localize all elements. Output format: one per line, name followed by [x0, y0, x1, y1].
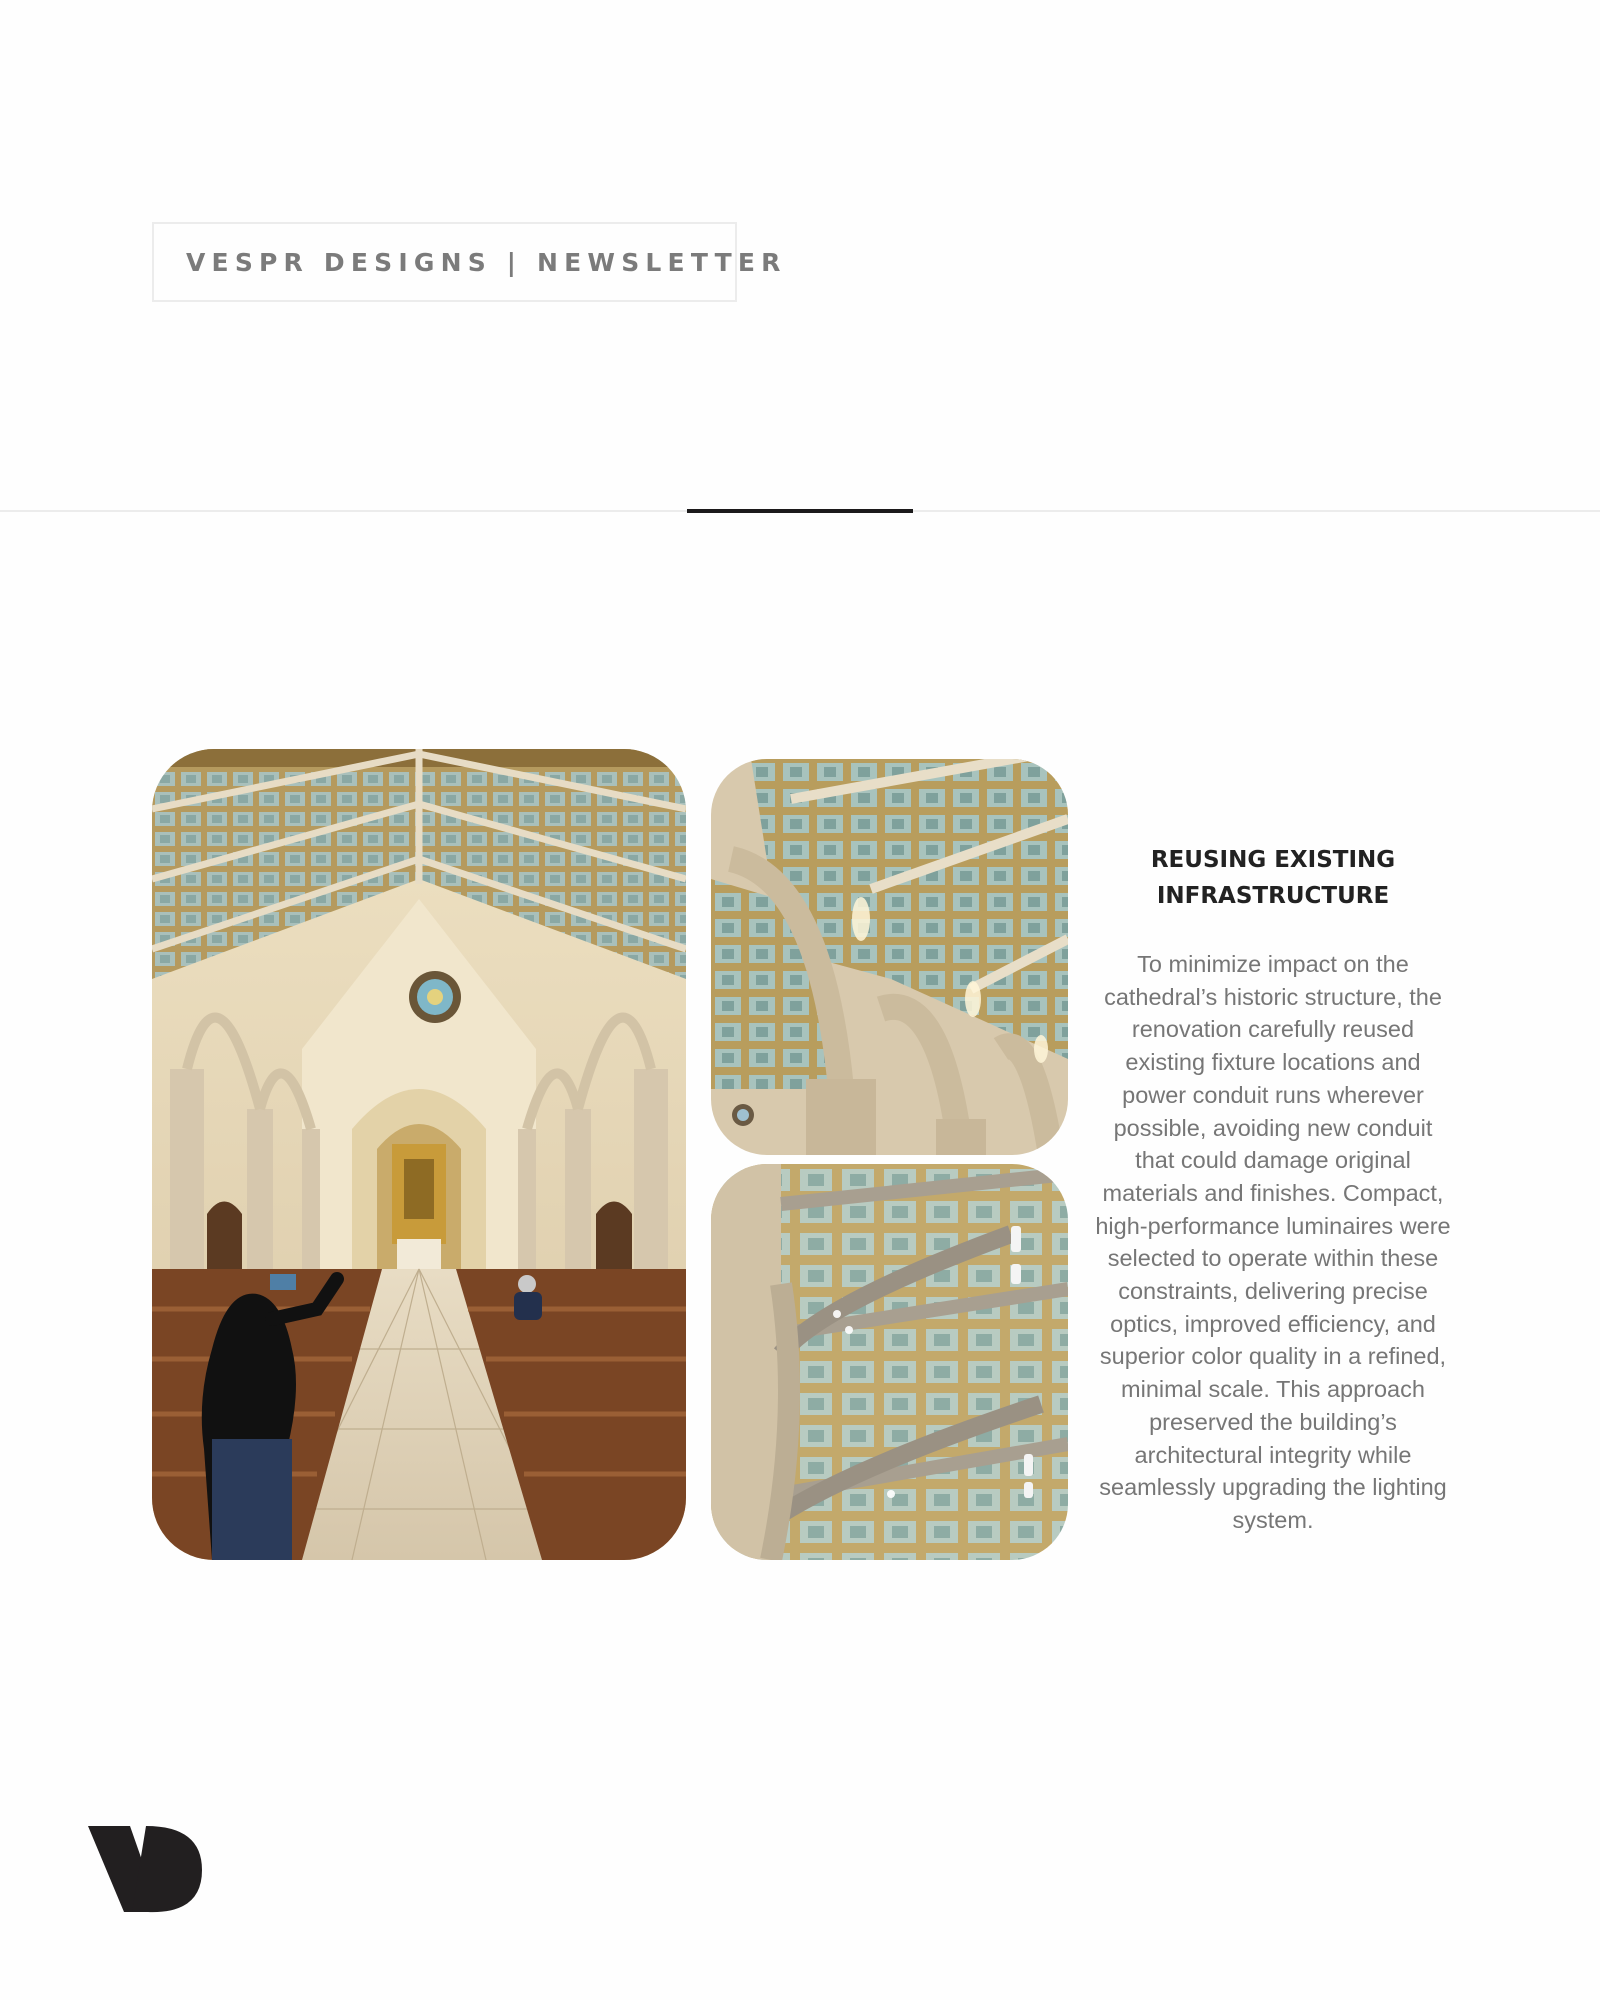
section-heading [1092, 842, 1454, 914]
section-heading-line2: INFRASTRUCTURE [1156, 883, 1390, 909]
ceiling-luminaires-photo [711, 1164, 1068, 1560]
ceiling-arches-image [711, 759, 1068, 1155]
divider-accent [687, 509, 913, 513]
ceiling-luminaires-image [711, 1164, 1068, 1560]
section-body-text: To minimize impact on the cathedral’s historic structure, the renovation carefully reused existing fixture locations and power conduit runs wherever possible, avoiding new conduit that could damage original materials and finishes. Compact, high-performance luminaires were selected to operate within these constraints, delivering precise optics, improved efficiency, and superior color quality in a refined, minimal scale. This approach preserved the building’s architectural integrity while seamlessly upgrading the lighting system. [1095, 951, 1451, 1533]
ceiling-arches-photo [711, 759, 1068, 1155]
newsletter-title: VESPR DESIGNS | NEWSLETTER [186, 247, 787, 277]
section-heading-line1: REUSING EXISTING [1150, 847, 1396, 873]
vespr-logo-icon [88, 1826, 202, 1914]
cathedral-nave-photo [152, 749, 686, 1560]
cathedral-nave-image [152, 749, 686, 1560]
article-text-block [1092, 842, 1454, 1537]
newsletter-header [152, 222, 787, 302]
